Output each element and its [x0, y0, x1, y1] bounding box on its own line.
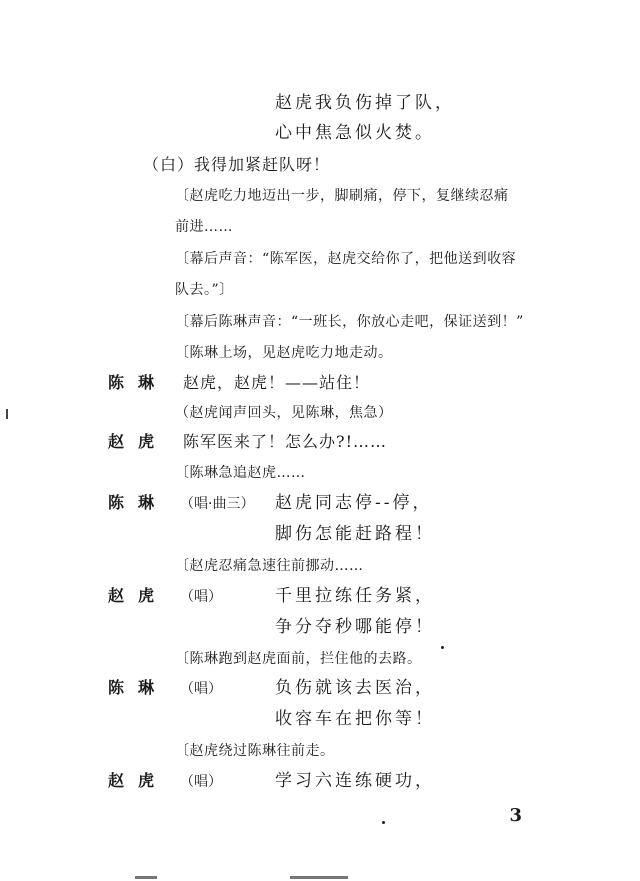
sung-line-1: 赵虎我负伤掉了队， — [275, 93, 455, 113]
stage-direction: （赵虎闻声回头，见陈琳，焦急） — [175, 405, 393, 421]
spoken-line: （白）我得加紧赶队呀！ — [143, 155, 331, 174]
singing-tag: （唱） — [180, 774, 222, 790]
sung-line: 脚伤怎能赶路程！ — [275, 524, 435, 544]
stage-direction: 〔幕后陈琳声音：“一班长，你放心走吧，保证送到！” — [175, 314, 524, 330]
stage-direction: 〔陈琳急追赵虎…… — [175, 465, 306, 481]
sung-line-2: 心中焦急似火焚。 — [275, 123, 435, 143]
page-number: 3 — [509, 805, 522, 826]
speaker-name: 赵虎 — [108, 432, 169, 451]
singing-tag: （唱） — [180, 589, 222, 605]
sung-line: 赵虎同志停--停， — [275, 493, 433, 513]
stage-direction: 〔陈琳跑到赵虎面前，拦住他的去路。 — [175, 651, 422, 667]
dialogue-line: 陈军医来了！怎么办?!…… — [183, 432, 388, 451]
stage-direction: 前进…… — [175, 219, 233, 235]
speaker-name: 赵虎 — [108, 586, 169, 605]
dialogue-line: 赵虎，赵虎！——站住！ — [183, 373, 371, 392]
sung-line: 负伤就该去医治， — [275, 678, 435, 698]
edge-mark — [6, 409, 8, 419]
sung-line: 争分夺秒哪能停！ — [275, 617, 435, 637]
stage-direction: 〔赵虎吃力地迈出一步，脚刷痛，停下，复继续忍痛 — [175, 188, 509, 204]
stage-direction: 队去。”〕 — [175, 282, 234, 298]
singing-tag: （唱） — [180, 681, 222, 697]
scan-speck — [382, 821, 385, 824]
scan-speck — [441, 646, 444, 649]
speaker-name: 陈琳 — [108, 678, 169, 697]
scan-artifact — [290, 876, 348, 879]
sung-line: 收容车在把你等！ — [275, 709, 435, 729]
sung-line: 千里拉练任务紧， — [275, 586, 435, 606]
stage-direction: 〔幕后声音：“陈军医，赵虎交给你了，把他送到收容 — [175, 251, 517, 267]
speaker-name: 陈琳 — [108, 373, 169, 392]
stage-direction: 〔赵虎忍痛急速往前挪动…… — [175, 558, 364, 574]
scan-artifact — [135, 876, 157, 879]
speaker-name: 陈琳 — [108, 493, 169, 512]
speaker-name: 赵虎 — [108, 771, 169, 790]
singing-tag: （唱·曲三） — [180, 496, 255, 512]
sung-line: 学习六连练硬功， — [275, 771, 435, 791]
stage-direction: 〔陈琳上场，见赵虎吃力地走动。 — [175, 345, 393, 361]
stage-direction: 〔赵虎绕过陈琳往前走。 — [175, 743, 335, 759]
